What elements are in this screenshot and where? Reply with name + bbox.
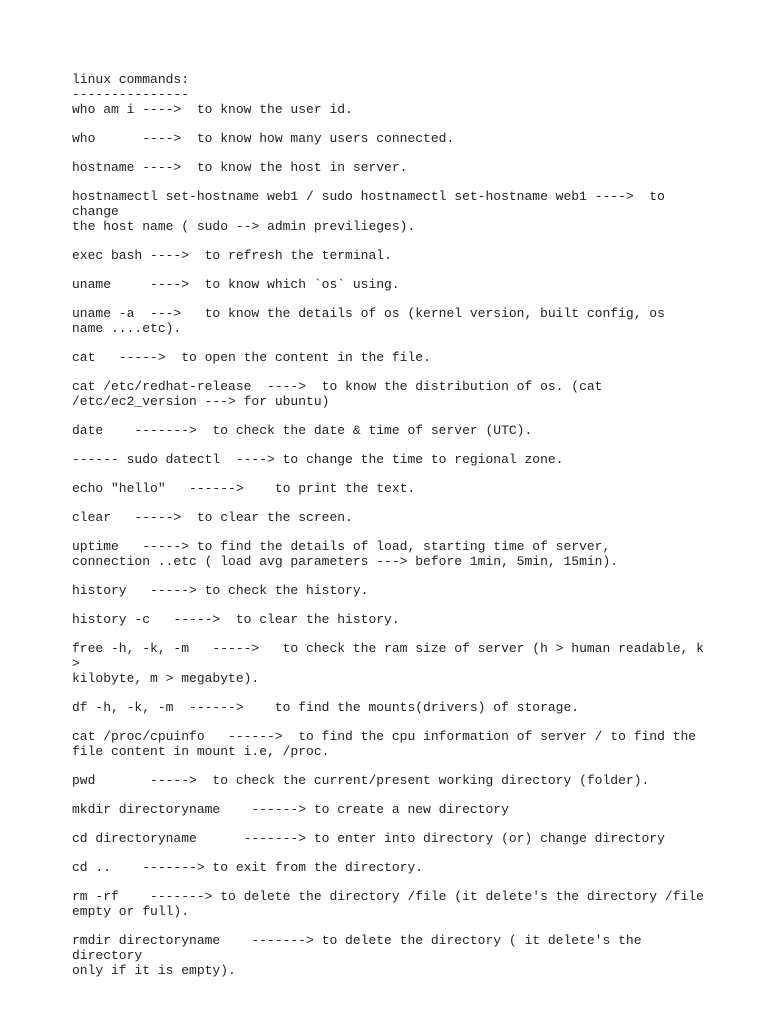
command-entry-text: who ----> to know how many users connected.	[72, 131, 455, 146]
command-entry-text: ------ sudo datectl ----> to change the time to regional zone.	[72, 452, 564, 467]
command-entry	[72, 860, 712, 875]
command-entry	[72, 452, 712, 467]
command-entry	[72, 481, 712, 496]
command-entry	[72, 933, 712, 978]
command-entry-text: history -c -----> to clear the history.	[72, 612, 400, 627]
command-entry	[72, 160, 712, 175]
command-entry-text: hostnamectl set-hostname web1 / sudo hostnamectl set-hostname web1 ----> to change the host name ( sudo --> admin previlieges).	[72, 189, 665, 234]
command-entry	[72, 700, 712, 715]
command-entry	[72, 583, 712, 598]
command-entry-text: cd directoryname -------> to enter into directory (or) change directory	[72, 831, 665, 846]
command-entry	[72, 306, 712, 336]
command-entry	[72, 189, 712, 234]
command-entry	[72, 802, 712, 817]
command-entry	[72, 729, 712, 759]
document-body	[72, 72, 712, 992]
command-entry-text: cat /etc/redhat-release ----> to know the distribution of os. (cat /etc/ec2_version ---> for ubuntu)	[72, 379, 603, 409]
command-entry-text: mkdir directoryname ------> to create a new directory	[72, 802, 509, 817]
command-entry-text: exec bash ----> to refresh the terminal.	[72, 248, 392, 263]
command-entry-text: rm -rf -------> to delete the directory /file (it delete's the directory /file empty or full).	[72, 889, 704, 919]
command-entry	[72, 379, 712, 409]
command-entry	[72, 773, 712, 788]
command-entry	[72, 277, 712, 292]
command-entry	[72, 102, 712, 117]
command-entry	[72, 889, 712, 919]
command-entry-text: cat -----> to open the content in the file.	[72, 350, 431, 365]
command-entry	[72, 423, 712, 438]
command-entry-text: cat /proc/cpuinfo ------> to find the cpu information of server / to find the file content in mount i.e, /proc.	[72, 729, 697, 759]
command-entry	[72, 248, 712, 263]
command-list	[72, 102, 712, 978]
command-entry-text: who am i ----> to know the user id.	[72, 102, 353, 117]
command-entry-text: cd .. -------> to exit from the directory.	[72, 860, 424, 875]
document-title: linux commands:	[72, 72, 190, 87]
command-entry-text: history -----> to check the history.	[72, 583, 369, 598]
command-entry	[72, 350, 712, 365]
command-entry-text: free -h, -k, -m -----> to check the ram size of server (h > human readable, k > kilobyte, m > megabyte).	[72, 641, 704, 686]
command-entry-text: date -------> to check the date & time of server (UTC).	[72, 423, 533, 438]
command-entry	[72, 539, 712, 569]
command-entry-text: pwd -----> to check the current/present working directory (folder).	[72, 773, 650, 788]
command-entry-text: uname -a ---> to know the details of os (kernel version, built config, os name ....etc).	[72, 306, 665, 336]
command-entry	[72, 131, 712, 146]
command-entry-text: uname ----> to know which `os` using.	[72, 277, 400, 292]
command-entry-text: rmdir directoryname -------> to delete the directory ( it delete's the directory only if it is empty).	[72, 933, 642, 978]
command-entry	[72, 831, 712, 846]
command-entry-text: df -h, -k, -m ------> to find the mounts(drivers) of storage.	[72, 700, 580, 715]
title-underline: ---------------	[72, 87, 190, 102]
command-entry-text: hostname ----> to know the host in server.	[72, 160, 408, 175]
command-entry-text: echo "hello" ------> to print the text.	[72, 481, 416, 496]
command-entry	[72, 612, 712, 627]
command-entry	[72, 641, 712, 686]
command-entry-text: uptime -----> to find the details of load, starting time of server, connection ..etc ( load avg parameters ---> before 1min, 5min, 15min).	[72, 539, 619, 569]
command-entry	[72, 510, 712, 525]
command-entry-text: clear -----> to clear the screen.	[72, 510, 353, 525]
